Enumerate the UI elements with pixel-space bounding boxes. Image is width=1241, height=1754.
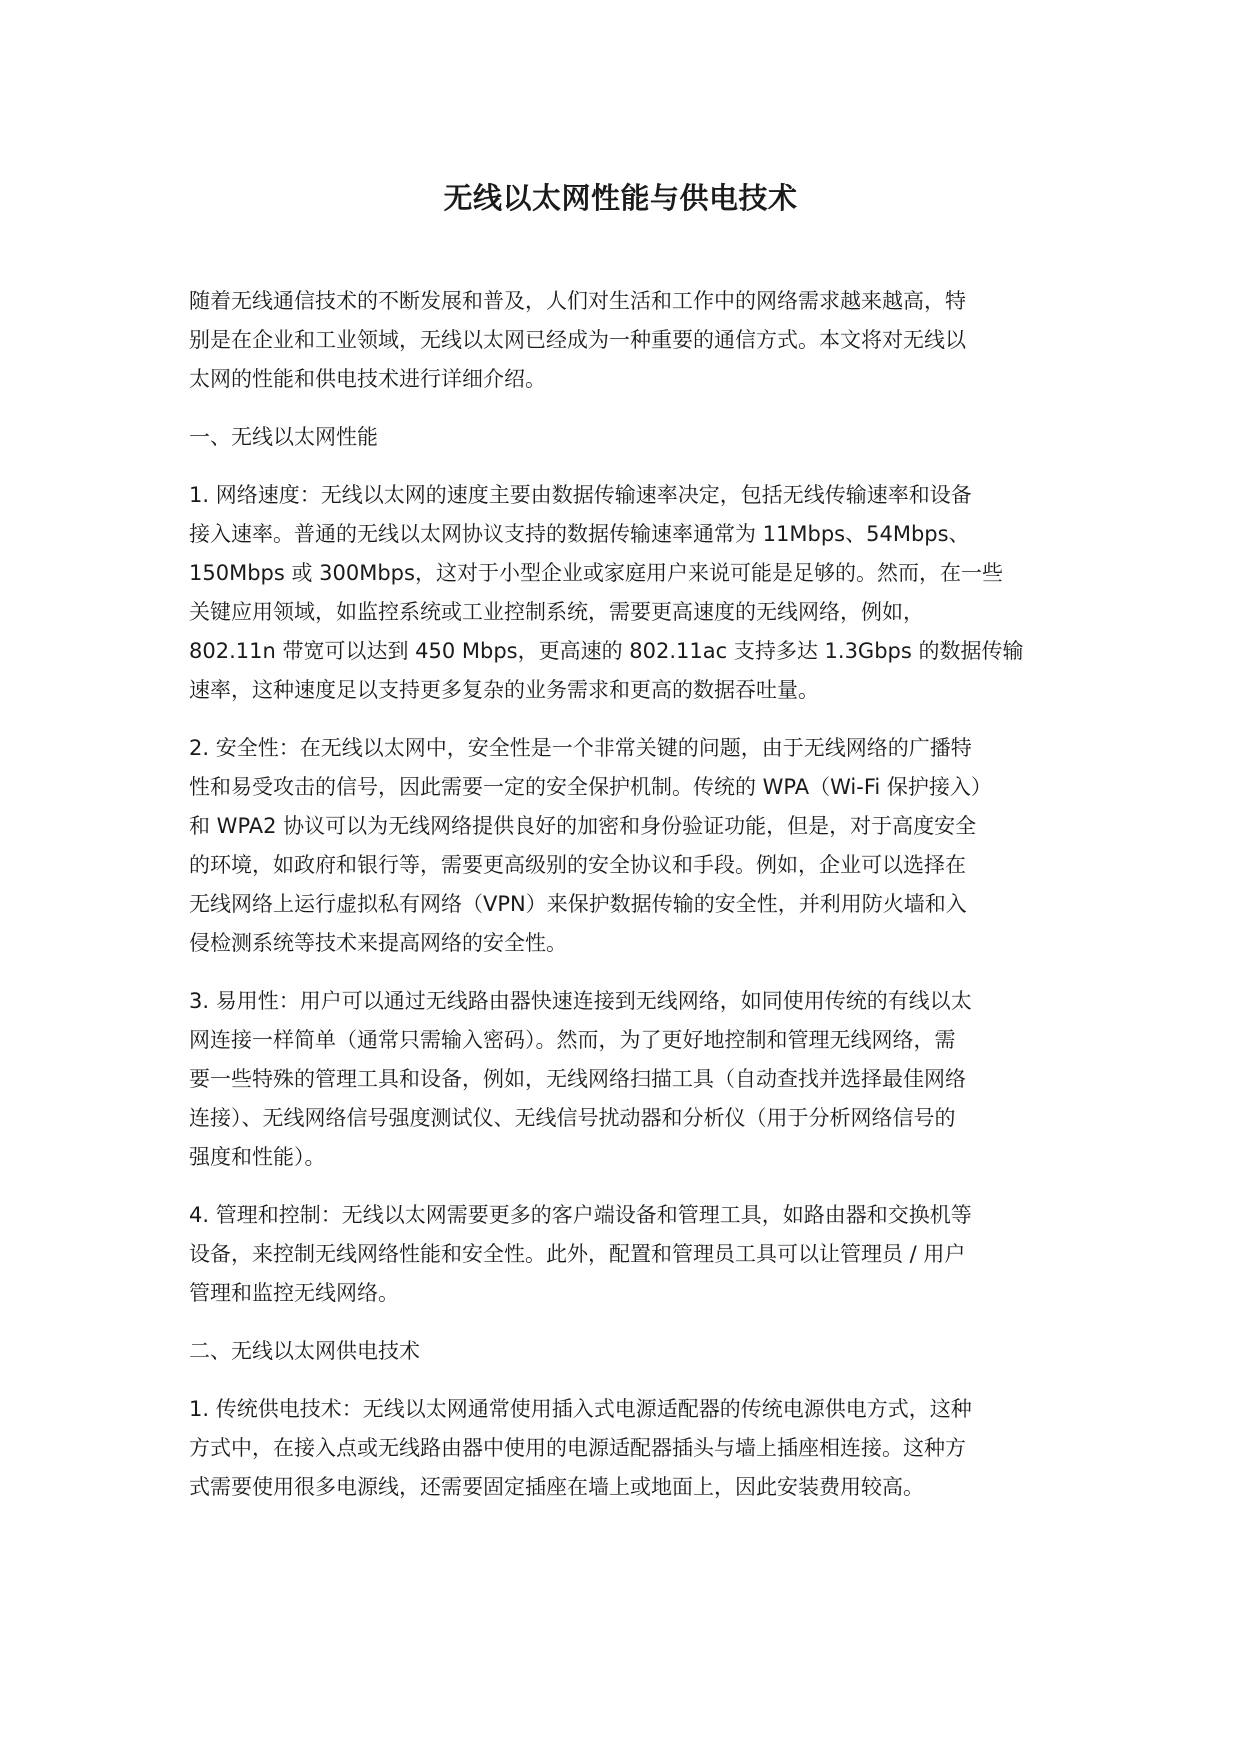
paragraph-line: 接入速率。普通的无线以太网协议支持的数据传输速率通常为 11Mbps、54Mbps、 bbox=[189, 522, 970, 546]
paragraph-line: 侵检测系统等技术来提高网络的安全性。 bbox=[189, 931, 567, 955]
paragraph-line: 150Mbps 或 300Mbps，这对于小型企业或家庭用户来说可能是足够的。然而，在一些 bbox=[189, 561, 1003, 585]
document-title: 无线以太网性能与供电技术 bbox=[443, 181, 798, 215]
intro-line: 别是在企业和工业领域，无线以太网已经成为一种重要的通信方式。本文将对无线以 bbox=[189, 328, 966, 352]
intro-paragraph bbox=[189, 282, 1089, 399]
paragraph-line: 式需要使用很多电源线，还需要固定插座在墙上或地面上，因此安装费用较高。 bbox=[189, 1475, 924, 1499]
intro-line: 随着无线通信技术的不断发展和普及，人们对生活和工作中的网络需求越来越高，特 bbox=[189, 289, 966, 313]
paragraph-management bbox=[189, 1196, 1089, 1313]
paragraph-traditional-power bbox=[189, 1390, 1089, 1507]
paragraph-line: 速率，这种速度足以支持更多复杂的业务需求和更高的数据吞吐量。 bbox=[189, 678, 819, 702]
paragraph-line: 连接）、无线网络信号强度测试仪、无线信号扰动器和分析仪（用于分析网络信号的 bbox=[189, 1106, 956, 1130]
paragraph-line: 要一些特殊的管理工具和设备，例如，无线网络扫描工具（自动查找并选择最佳网络 bbox=[189, 1067, 966, 1091]
paragraph-line: 网连接一样简单（通常只需输入密码）。然而，为了更好地控制和管理无线网络，需 bbox=[189, 1028, 956, 1052]
section-heading-power: 二、无线以太网供电技术 bbox=[189, 1339, 420, 1363]
paragraph-usability bbox=[189, 982, 1089, 1177]
paragraph-line: 802.11n 带宽可以达到 450 Mbps，更高速的 802.11ac 支持多达 1.3Gbps 的数据传输 bbox=[189, 639, 1024, 663]
paragraph-line: 4. 管理和控制：无线以太网需要更多的客户端设备和管理工具，如路由器和交换机等 bbox=[189, 1203, 972, 1227]
paragraph-line: 3. 易用性：用户可以通过无线路由器快速连接到无线网络，如同使用传统的有线以太 bbox=[189, 989, 972, 1013]
document-body bbox=[189, 282, 1089, 1526]
paragraph-line: 无线网络上运行虚拟私有网络（VPN）来保护数据传输的安全性，并利用防火墙和入 bbox=[189, 892, 967, 916]
paragraph-line: 关键应用领域，如监控系统或工业控制系统，需要更高速度的无线网络，例如， bbox=[189, 600, 924, 624]
paragraph-line: 的环境，如政府和银行等，需要更高级别的安全协议和手段。例如，企业可以选择在 bbox=[189, 853, 966, 877]
paragraph-line: 1. 网络速度：无线以太网的速度主要由数据传输速率决定，包括无线传输速率和设备 bbox=[189, 483, 972, 507]
paragraph-network-speed bbox=[189, 476, 1089, 710]
paragraph-line: 2. 安全性：在无线以太网中，安全性是一个非常关键的问题，由于无线网络的广播特 bbox=[189, 736, 972, 760]
paragraph-line: 性和易受攻击的信号，因此需要一定的安全保护机制。传统的 WPA（Wi-Fi 保护接入） bbox=[189, 775, 992, 799]
paragraph-line: 1. 传统供电技术：无线以太网通常使用插入式电源适配器的传统电源供电方式，这种 bbox=[189, 1397, 972, 1421]
paragraph-line: 方式中，在接入点或无线路由器中使用的电源适配器插头与墙上插座相连接。这种方 bbox=[189, 1436, 966, 1460]
paragraph-security bbox=[189, 729, 1089, 963]
section-heading-performance: 一、无线以太网性能 bbox=[189, 425, 378, 449]
intro-line: 太网的性能和供电技术进行详细介绍。 bbox=[189, 367, 546, 391]
paragraph-line: 管理和监控无线网络。 bbox=[189, 1281, 399, 1305]
paragraph-line: 和 WPA2 协议可以为无线网络提供良好的加密和身份验证功能，但是，对于高度安全 bbox=[189, 814, 977, 838]
paragraph-line: 强度和性能）。 bbox=[189, 1145, 326, 1169]
paragraph-line: 设备，来控制无线网络性能和安全性。此外，配置和管理员工具可以让管理员 / 用户 bbox=[189, 1242, 966, 1266]
